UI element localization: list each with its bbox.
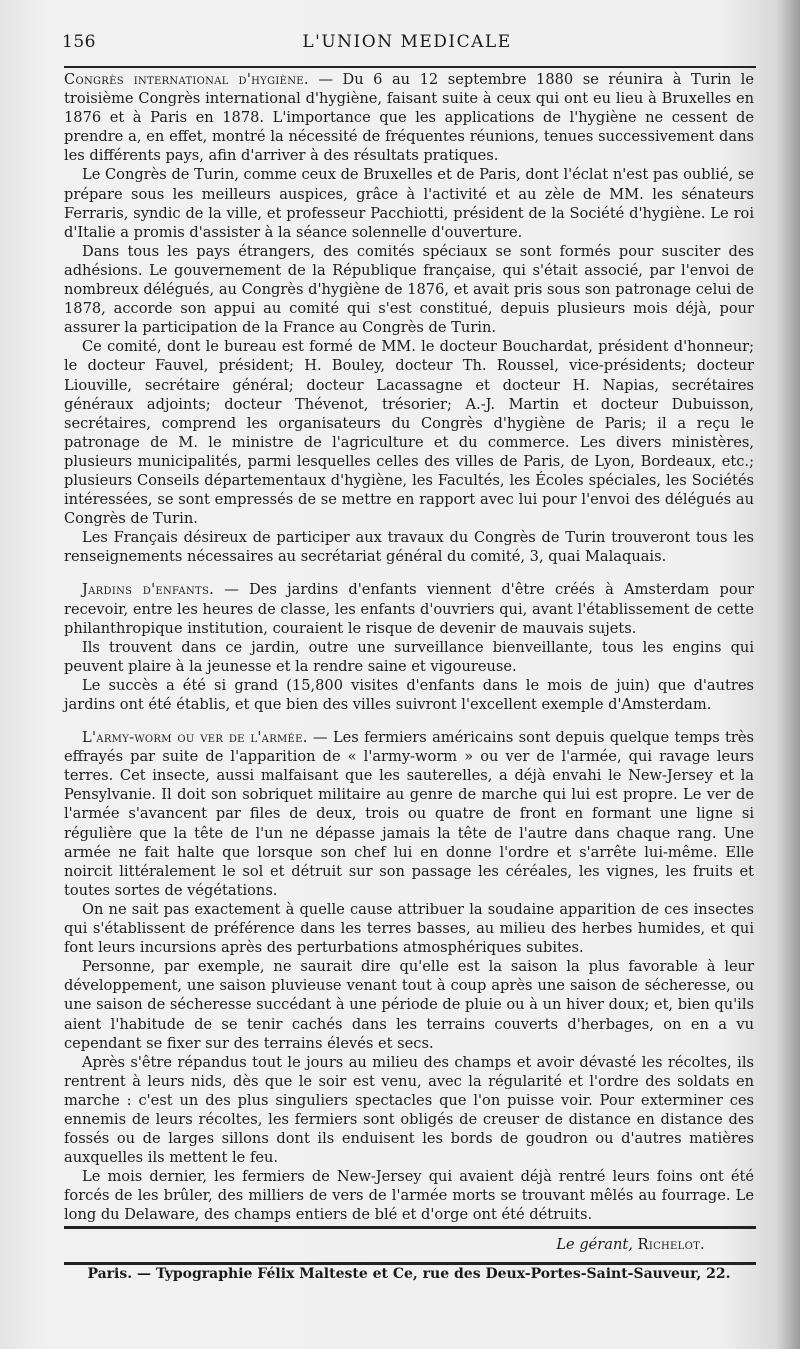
paragraph: Après s'être répandus tout le jours au milieu des champs et avoir dévasté les récoltes, ils rentrent à leurs nids, dès que le soir est venu, avec la régularité et l'ordre des soldats en marche : c'est un des plus singuliers spectacles que l'on puisse voir. Pour exterminer ces ennemis de leurs récoltes, les fermiers sont obligés de creuser de distance en distance des fossés ou de larges sillons dont ils enduisent les bords de goudron ou d'autres matières auxquelles ils mettent le feu. <box>64 1053 754 1167</box>
signature-label: Le gérant, <box>556 1236 633 1253</box>
paragraph: Personne, par exemple, ne saurait dire qu'elle est la saison la plus favorable à leur développement, une saison pluvieuse venant tout à coup après une saison de sécheresse, ou une saison de sécheresse succédant à une période de pluie ou à un hiver doux; et, bien qu'ils aient l'habitude de se tenir cachés dans les terrains couverts d'herbages, on en a vu cependant se fixer sur des terrains élevés et secs. <box>64 958 754 1052</box>
section-jardins-enfants <box>64 580 754 714</box>
paragraph-text: Du 6 au 12 septembre 1880 se réunira à Turin le troisième Congrès international d'hygiène, faisant suite à ceux qui ont eu lieu à Bruxelles en 1876 et à Paris en 1878. L'importance que les applications de l'hygiène ne cessent de prendre a, en effet, montré la nécessité de fréquentes réunions, tenues successivement dans les différents pays, afin d'arriver à des résultats pratiques. <box>64 71 754 165</box>
paragraph: Ils trouvent dans ce jardin, outre une surveillance bienveillante, tous les engins qui peuvent plaire à la jeunesse et la rendre saine et vigoureuse. <box>64 638 754 675</box>
printer-imprint: Paris. — Typographie Félix Malteste et Ce, rue des Deux-Portes-Saint-Sauveur, 22. <box>87 1266 731 1282</box>
paragraph: L'army-worm ou ver de l'armée. — Les fermiers américains sont depuis quelque temps très effrayés par suite de l'apparition de « l'army-worm » ou ver de l'armée, qui ravage leurs terres. Cet insecte, aussi malfaisant que les sauterelles, a déjà envahi le New-Jersey et la Pensylvanie. Il doit son sobriquet militaire au genre de marche qui lui est propre. Le ver de l'armée s'avancent par files de deux, trois ou quatre de front en formant une ligne si régulière que la tête de l'un ne dépasse jamais la tête de l'autre dans chaque rang. Une armée ne fait halte que lorsque son chef lui en donne l'ordre et s'arrête lui-même. Elle noircit littéralement le sol et détruit sur son passage les céréales, les vignes, les fruits et toutes sortes de végétations. <box>64 729 755 899</box>
signature <box>556 1236 705 1253</box>
header-rule <box>64 66 756 68</box>
paragraph-text: Des jardins d'enfants viennent d'être créés à Amsterdam pour recevoir, entre les heures de classe, les enfants d'ouvriers qui, avant l'établissement de cette philanthropique institution, couraient le risque de devenir de mauvais sujets. <box>64 581 754 637</box>
section-congres-hygiene <box>64 70 754 566</box>
paragraph: Le Congrès de Turin, comme ceux de Bruxelles et de Paris, dont l'éclat n'est pas oublié, se prépare sous les meilleurs auspices, grâce à l'activité et au zèle de MM. les sénateurs Ferraris, syndic de la ville, et professeur Pacchiotti, président de la Société d'hygiène. Le roi d'Italie a promis d'assister à la séance solennelle d'ouverture. <box>64 166 754 241</box>
section-heading: Congrès international d'hygiène. <box>64 71 309 88</box>
paragraph: Les Français désireux de participer aux travaux du Congrès de Turin trouveront tous les renseignements nécessaires au secrétariat général du comité, 3, quai Malaquais. <box>64 529 754 566</box>
footer-rule <box>64 1226 756 1229</box>
paragraph-text: Les fermiers américains sont depuis quelque temps très effrayés par suite de l'apparition de « l'army-worm » ou ver de l'armée, qui ravage leurs terres. Cet insecte, aussi malfaisant que les sauterelles, a déjà envahi le New-Jersey et la Pensylvanie. Il doit son sobriquet militaire au genre de marche qui lui est propre. Le ver de l'armée s'avancent par files de deux, trois ou quatre de front en formant une ligne si régulière que la tête de l'un ne dépasse jamais la tête de l'autre dans chaque rang. Une armée ne fait halte que lorsque son chef lui en donne l'ordre et s'arrête lui-même. Elle noircit littéralement le sol et détruit sur son passage les céréales, les vignes, les fruits et toutes sortes de végétations. <box>64 729 755 899</box>
section-heading: Jardins d'enfants. <box>82 581 215 599</box>
paragraph: On ne sait pas exactement à quelle cause attribuer la soudaine apparition de ces insectes qui s'établissent de préférence dans les terres basses, au milieu des herbes humides, et qui font leurs incursions après des perturbations atmosphériques subites. <box>64 900 754 957</box>
paragraph: Jardins d'enfants. — Des jardins d'enfants viennent d'être créés à Amsterdam pour recevoir, entre les heures de classe, les enfants d'ouvriers qui, avant l'établissement de cette philanthropique institution, couraient le risque de devenir de mauvais sujets. <box>64 581 754 637</box>
section-army-worm <box>64 728 754 1224</box>
paragraph: Le mois dernier, les fermiers de New-Jersey qui avaient déjà rentré leurs foins ont été forcés de les brûler, des milliers de vers de l'armée morts se trouvant mêlés au fourrage. Le long du Delaware, des champs entiers de blé et d'orge ont été détruits. <box>64 1168 754 1224</box>
paragraph: Dans tous les pays étrangers, des comités spéciaux se sont formés pour susciter des adhésions. Le gouvernement de la République française, qui s'était associé, par l'envoi de nombreux délégués, au Congrès d'hygiène de 1876, et avait pris sous son patronage celui de 1878, accorde son appui au comité qui s'est constitué, depuis plusieurs mois déjà, pour assurer la participation de la France au Congrès de Turin. <box>64 242 754 337</box>
signature-name: Richelot. <box>637 1236 705 1253</box>
section-heading: L'army-worm ou ver de l'armée. <box>82 729 308 747</box>
paragraph: Congrès international d'hygiène. — Du 6 au 12 septembre 1880 se réunira à Turin le troisième Congrès international d'hygiène, faisant suite à ceux qui ont eu lieu à Bruxelles en 1876 et à Paris en 1878. L'importance que les applications de l'hygiène ne cessent de prendre a, en effet, montré la nécessité de fréquentes réunions, tenues successivement dans les différents pays, afin d'arriver à des résultats pratiques. <box>64 71 754 165</box>
paragraph: Le succès a été si grand (15,800 visites d'enfants dans le mois de juin) que d'autres jardins ont été établis, et que bien des villes suivront l'excellent exemple d'Amsterdam. <box>64 676 754 713</box>
page-number: 156 <box>62 32 96 52</box>
page-header <box>62 32 752 62</box>
footer-rule <box>64 1262 756 1265</box>
article-body <box>64 70 754 1239</box>
running-title: L'UNION MEDICALE <box>302 32 512 52</box>
paragraph: Ce comité, dont le bureau est formé de MM. le docteur Bouchardat, président d'honneur; le docteur Fauvel, président; H. Bouley, docteur Th. Roussel, vice-présidents; docteur Liouville, secrétaire général; docteur Lacassagne et docteur H. Napias, secrétaires généraux adjoints; docteur Thévenot, trésorier; A.-J. Martin et docteur Dubuisson, secrétaires, comprend les organisateurs du Congrès d'hygiène de Paris; il a reçu le patronage de M. le ministre de l'agriculture et du commerce. Les divers ministères, plusieurs municipalités, parmi lesquelles celles des villes de Paris, de Lyon, Bordeaux, etc.; plusieurs Conseils départementaux d'hygiène, les Facultés, les Écoles spéciales, les Sociétés intéressées, se sont empressés de se mettre en rapport avec lui pour l'envoi des délégués au Congrès de Turin. <box>64 338 754 528</box>
